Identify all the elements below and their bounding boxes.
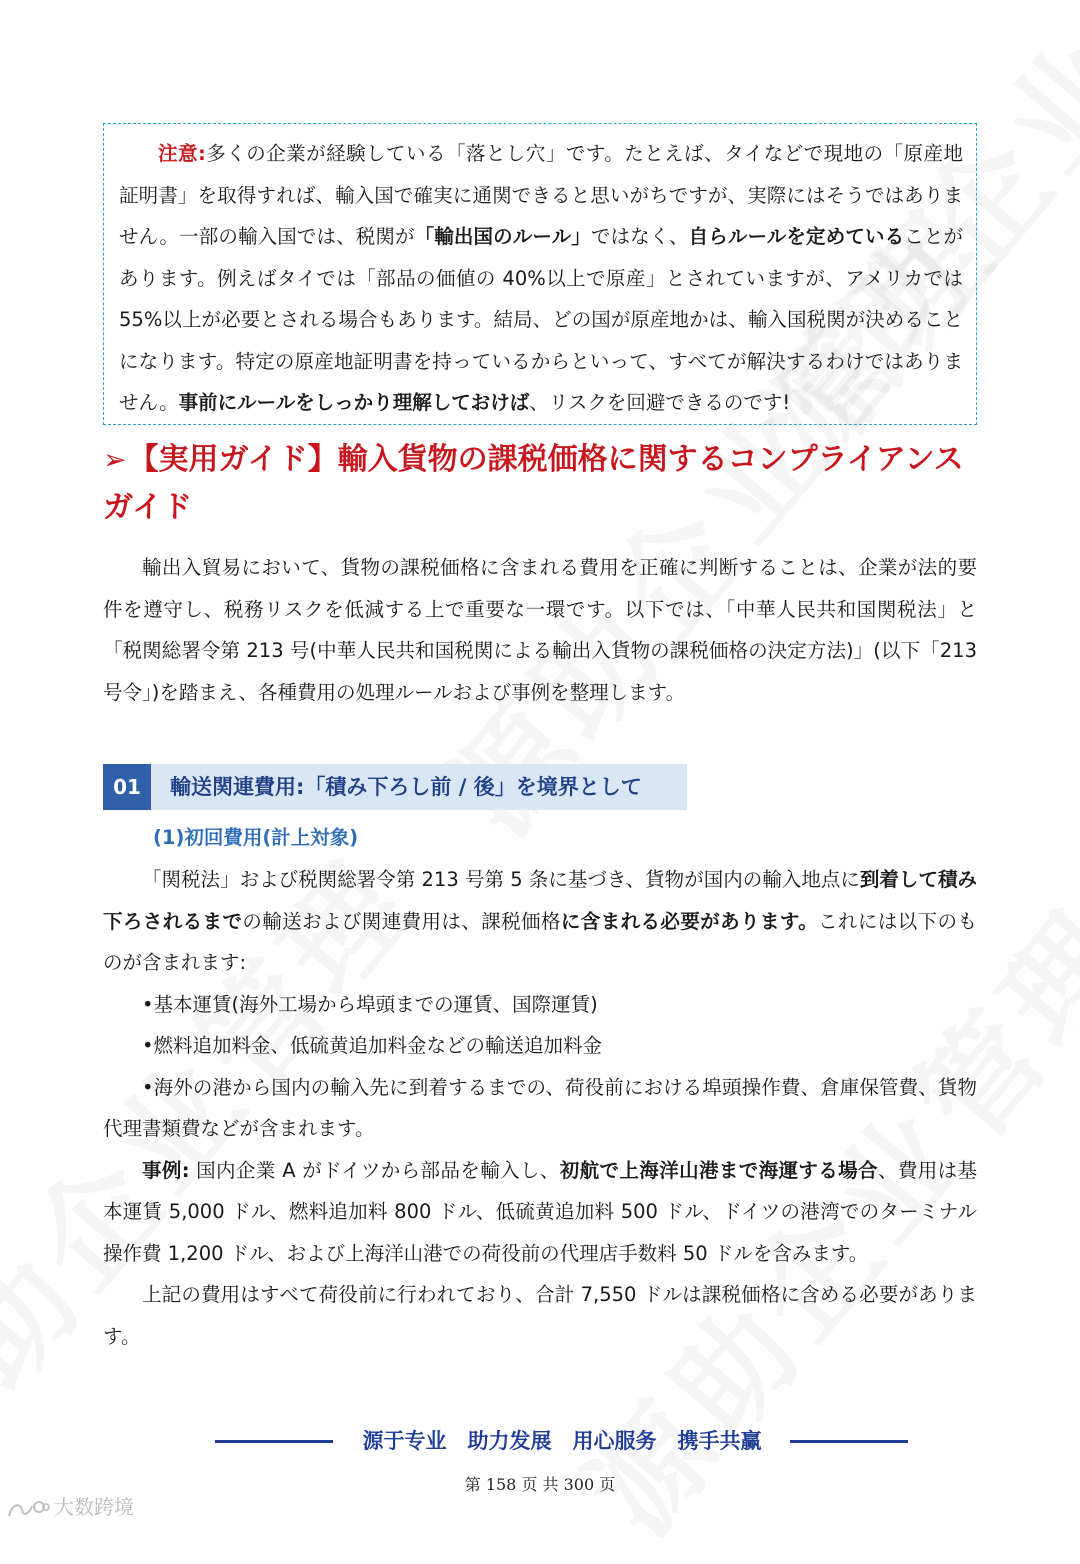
list-item: •海外の港から国内の輸入先に到着するまでの、荷役前における埠頭操作費、倉庫保管費、貨物代理書類費などが含まれます。 (103, 1075, 977, 1140)
page-number: 第 158 页 共 300 页 (464, 1475, 616, 1494)
body-text: 国内企業 A がドイツから部品を輸入し、 (196, 1158, 560, 1182)
footer-slogan (0, 1423, 1080, 1459)
note-text: 多くの企業が経験している「落とし穴」です。たとえば、タイなどで現地の「原産地証明書」を取得すれば、輸入国で確実に通関できると思いがちですが、実際にはそうではありません。一部の輸入国では、税関が (119, 142, 963, 248)
arrow-bullet-icon: ➢ (103, 443, 127, 476)
note-box (103, 123, 977, 425)
note-bold: 事前にルールをしっかり理解しておけば (178, 391, 530, 414)
list-item: •燃料追加料金、低硫黄追加料金などの輸送追加料金 (142, 1034, 603, 1057)
note-text: ではなく、 (590, 225, 689, 248)
note-bold: 自らルールを定めている (688, 225, 905, 248)
body-block (103, 859, 977, 1357)
slogan-rule (215, 1440, 333, 1443)
section-number: 01 (103, 764, 151, 810)
body-bold: 初航で上海洋山港まで海運する場合 (559, 1158, 878, 1182)
note-bold: 「輸出国のルール」 (414, 225, 591, 248)
guide-title (103, 436, 983, 532)
body-paragraph (103, 859, 977, 984)
slogan-rule (790, 1440, 908, 1443)
list-item: •基本運賃(海外工場から埠頭までの運賃、国際運賃) (142, 992, 598, 1016)
brand-watermark (6, 1492, 134, 1522)
body-bold: に含まれる必要があります。 (560, 909, 819, 933)
body-text: これには以下のものが含まれます: (103, 909, 977, 974)
section-heading (103, 764, 687, 810)
brand-text: 大数跨境 (54, 1495, 134, 1519)
guide-title-text: 【実用ガイド】輸入貨物の課税価格に関するコンプライアンスガイド (103, 442, 964, 525)
subsection-title: (1)初回費用(計上対象) (153, 826, 359, 849)
intro-paragraph: 輸出入貿易において、貨物の課税価格に含まれる費用を正確に判断することは、企業が法的要件を遵守し、税務リスクを低減する上で重要な一環です。以下では、「中華人民共和国関税法」と「税関総署令第 213 号(中華人民共和国税関による輸出入貨物の課税価格の決定方法)」(以下「213 号令」)を踏まえ、各種費用の処理ルールおよび事例を整理します。 (103, 556, 977, 704)
example-paragraph (103, 1150, 977, 1275)
slogan-text: 源于专业 助力发展 用心服务 携手共赢 (362, 1429, 762, 1453)
example-label: 事例: (142, 1158, 190, 1182)
intro-block (103, 547, 977, 713)
brand-logo-icon (6, 1498, 50, 1520)
body-text: の輸送および関連費用は、課税価格 (242, 909, 561, 933)
note-text: 、リスクを回避できるのです! (529, 391, 791, 414)
body-bold: 到着して積み下ろされるまで (103, 868, 977, 933)
section-title: 輸送関連費用:「積み下ろし前 / 後」を境界として (170, 775, 642, 799)
note-paragraph (119, 133, 963, 424)
note-text: ことがあります。例えばタイでは「部品の価値の 40%以上で原産」とされていますが、アメリカでは 55%以上が必要とされる場合もあります。結局、どの国が原産地かは、輸入国税関が決めることになります。特定の原産地証明書を持っているからといって、すべてが解決するわけではありません。 (119, 225, 963, 414)
note-label: 注意: (158, 142, 206, 165)
body-text: 「関税法」および税関総署令第 213 号第 5 条に基づき、貨物が国内の輸入地点に (142, 868, 860, 891)
body-text: 、費用は基本運賃 5,000 ドル、燃料追加料 800 ドル、低硫黄追加料 500 ドル、ドイツの港湾でのターミナル操作費 1,200 ドル、および上海洋山港での荷役前の代理店手数料 50 ドルを含みます。 (103, 1158, 977, 1265)
body-paragraph: 上記の費用はすべて荷役前に行われており、合計 7,550 ドルは課税価格に含める必要があります。 (103, 1283, 977, 1348)
